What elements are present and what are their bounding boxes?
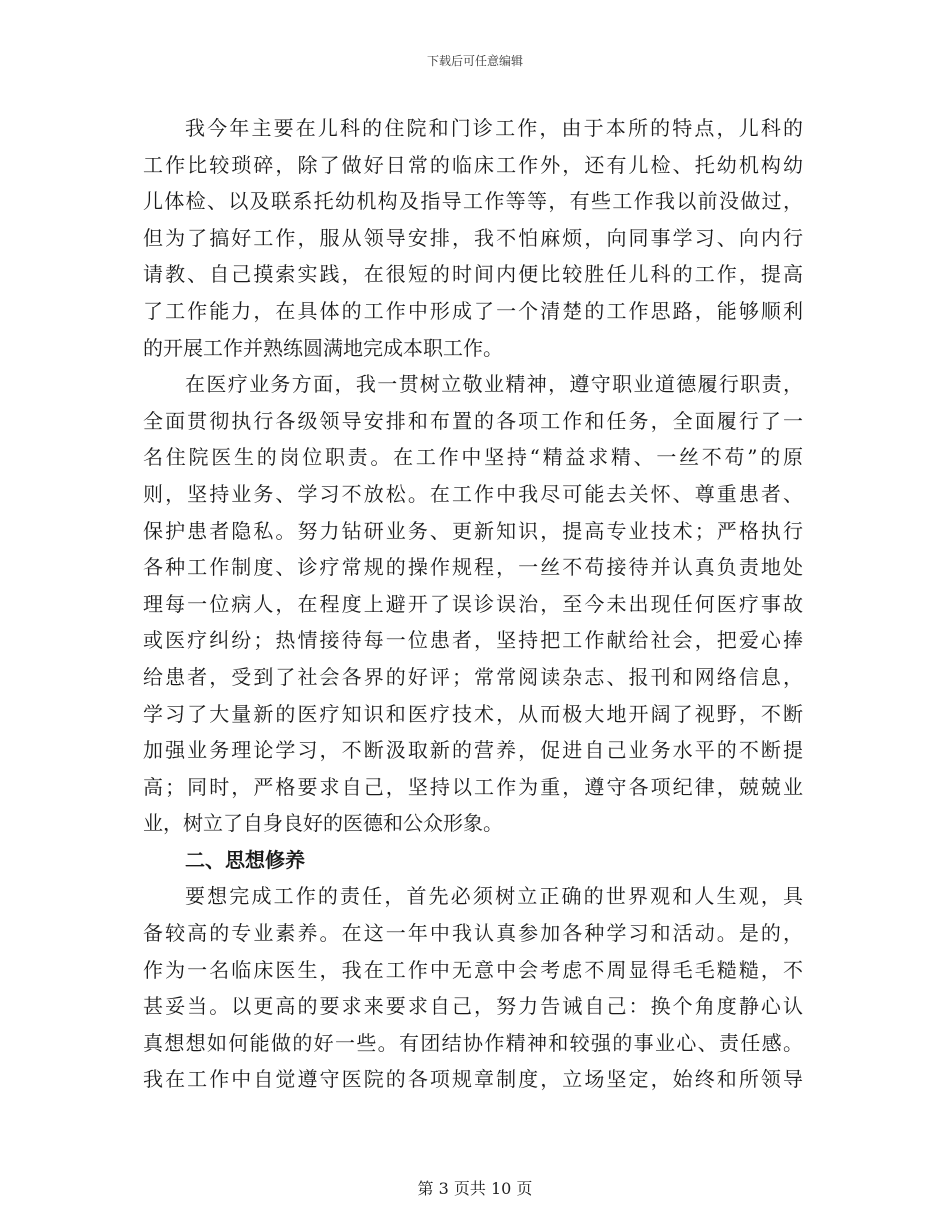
paragraph-line: 备较高的专业素养。在这一年中我认真参加各种学习和活动。是的，	[143, 921, 803, 946]
paragraph-line: 我在工作中自觉遵守医院的各项规章制度，立场坚定，始终和所领导	[143, 1067, 803, 1092]
paragraph-line: 真想想如何能做的好一些。有团结协作精神和较强的事业心、责任感。	[143, 1030, 803, 1055]
paragraph-line: 保护患者隐私。努力钻研业务、更新知识，提高专业技术；严格执行	[143, 518, 803, 543]
paragraph-line: 但为了搞好工作，服从领导安排，我不怕麻烦，向同事学习、向内行	[143, 225, 803, 250]
paragraph-line: 我今年主要在儿科的住院和门诊工作，由于本所的特点，儿科的	[185, 116, 803, 140]
paragraph-line: 理每一位病人，在程度上避开了误诊误治，至今未出现任何医疗事故	[143, 591, 803, 616]
paragraph-medical-business	[143, 366, 803, 842]
paragraph-line: 儿体检、以及联系托幼机构及指导工作等等，有些工作我以前没做过，	[143, 189, 803, 214]
paragraph-line: 甚妥当。以更高的要求来要求自己，努力告诫自己：换个角度静心认	[143, 994, 803, 1019]
document-body	[143, 110, 803, 1098]
paragraph-line: 或医疗纠纷；热情接待每一位患者，坚持把工作献给社会，把爱心捧	[143, 628, 803, 653]
paragraph-ideology	[143, 878, 803, 1098]
paragraph-line: 加强业务理论学习，不断汲取新的营养，促进自己业务水平的不断提	[143, 738, 803, 763]
paragraph-line: 要想完成工作的责任，首先必须树立正确的世界观和人生观，具	[185, 884, 803, 909]
paragraph-line: 高；同时，严格要求自己，坚持以工作为重，遵守各项纪律，兢兢业	[143, 774, 803, 799]
paragraph-line: 给患者，受到了社会各界的好评；常常阅读杂志、报刊和网络信息，	[143, 664, 803, 689]
paragraph-line: 作为一名临床医生，我在工作中无意中会考虑不周显得毛毛糙糙，不	[143, 957, 803, 982]
paragraph-line: 在医疗业务方面，我一贯树立敬业精神，遵守职业道德履行职责，	[185, 372, 803, 397]
paragraph-line: 则，坚持业务、学习不放松。在工作中我尽可能去关怀、尊重患者、	[143, 481, 803, 506]
page-header: 下载后可任意编辑	[426, 54, 523, 68]
paragraph-line: 学习了大量新的医疗知识和医疗技术，从而极大地开阔了视野，不断	[143, 701, 803, 726]
section-heading: 二、思想修养	[185, 847, 305, 872]
paragraph-line: 的开展工作并熟练圆满地完成本职工作。	[143, 335, 503, 360]
paragraph-line: 业，树立了自身良好的医德和公众形象。	[143, 811, 503, 836]
paragraph-pediatrics-work	[143, 110, 803, 366]
paragraph-line: 请教、自己摸索实践，在很短的时间内便比较胜任儿科的工作，提高	[143, 262, 803, 287]
paragraph-line: 了工作能力，在具体的工作中形成了一个清楚的工作思路，能够顺利	[143, 298, 803, 323]
paragraph-line: 工作比较琐碎，除了做好日常的临床工作外，还有儿检、托幼机构幼	[143, 152, 803, 177]
paragraph-line: 名住院医生的岗位职责。在工作中坚持“精益求精、一丝不苟”的原	[143, 445, 803, 470]
paragraph-line: 各种工作制度、诊疗常规的操作规程，一丝不苟接待并认真负责地处	[143, 555, 803, 580]
page-footer: 第 3 页共 10 页	[417, 1179, 533, 1198]
paragraph-line: 全面贯彻执行各级领导安排和布置的各项工作和任务，全面履行了一	[143, 408, 803, 433]
